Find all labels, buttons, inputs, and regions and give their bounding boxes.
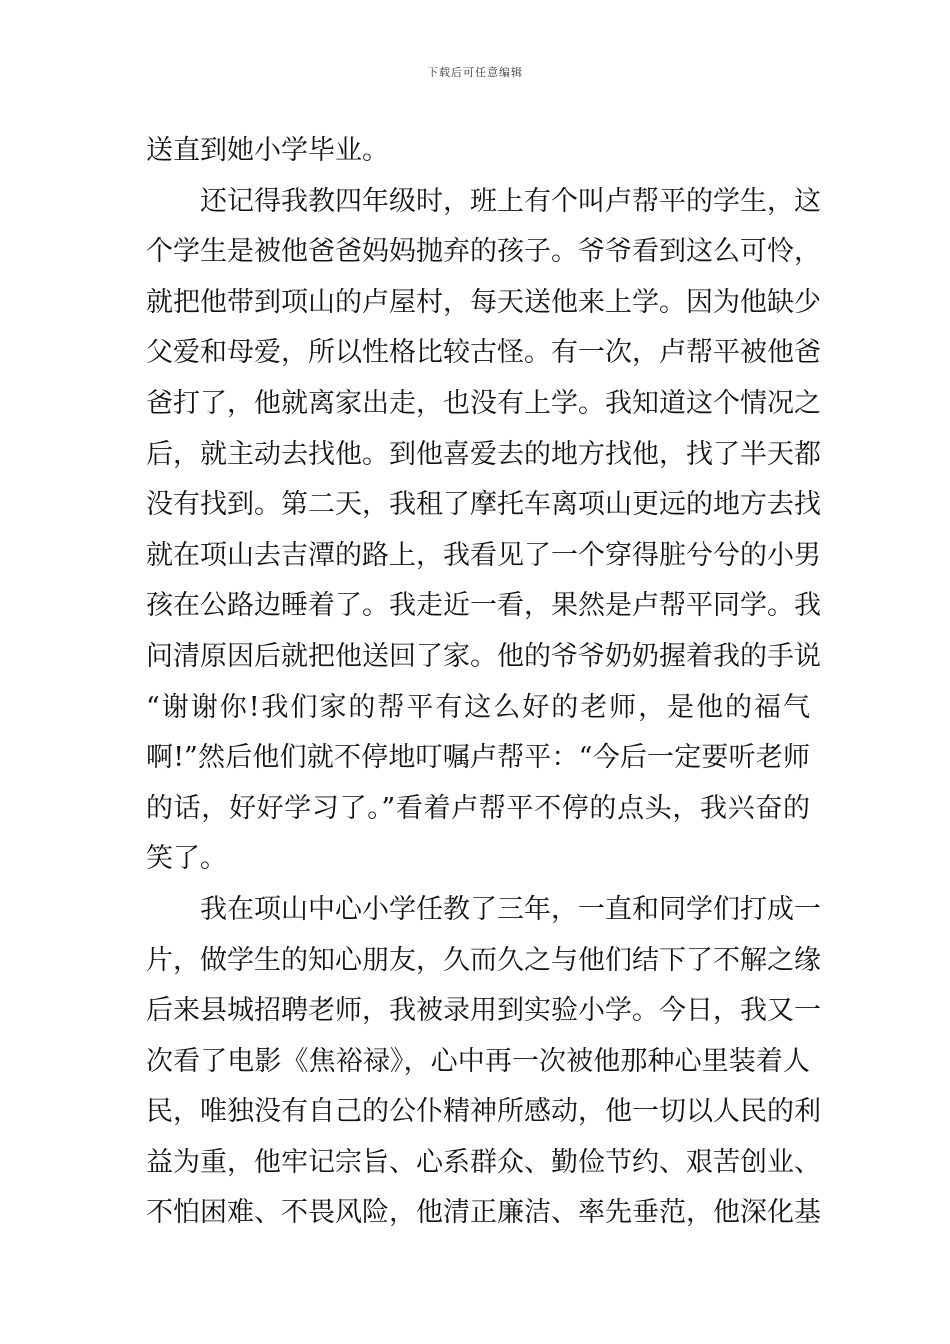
text-line: “谢谢你!我们家的帮平有这么好的老师，是他的福气: [146, 691, 810, 723]
text-line: 后，就主动去找他。到他喜爱去的地方找他，找了半天都: [146, 438, 821, 470]
text-line: 益为重，他牢记宗旨、心系群众、勤俭节约、艰苦创业、: [146, 1146, 821, 1178]
text-line: 啊!”然后他们就不停地叮嘱卢帮平：“今后一定要听老师: [146, 742, 810, 774]
page-header: 下载后可任意编辑: [427, 66, 523, 79]
text-line: 没有找到。第二天，我租了摩托车离项山更远的地方去找: [146, 489, 821, 521]
text-line: 笑了。: [146, 843, 227, 875]
text-line: 的话，好好学习了。”看着卢帮平不停的点头，我兴奋的: [146, 792, 810, 824]
text-line: 送直到她小学毕业。: [146, 135, 389, 166]
text-line: 后来县城招聘老师，我被录用到实验小学。今日，我又一: [146, 995, 821, 1027]
text-line: 片，做学生的知心朋友，久而久之与他们结下了不解之缘: [146, 944, 821, 976]
text-line: 民，唯独没有自己的公仆精神所感动，他一切以人民的利: [146, 1096, 821, 1128]
document-body: [146, 126, 821, 1239]
text-line: 次看了电影《焦裕禄》，心中再一次被他那种心里装着人: [146, 1045, 810, 1077]
paragraph-first-line: 我在项山中心小学任教了三年，一直和同学们打成一: [200, 893, 821, 925]
paragraph-first-line: 还记得我教四年级时，班上有个叫卢帮平的学生，这: [200, 185, 821, 217]
text-line: 孩在公路边睡着了。我走近一看，果然是卢帮平同学。我: [146, 590, 821, 622]
text-line: 个学生是被他爸爸妈妈抛弃的孩子。爷爷看到这么可怜，: [146, 236, 821, 268]
text-line: 父爱和母爱，所以性格比较古怪。有一次，卢帮平被他爸: [146, 337, 821, 369]
text-line: 不怕困难、不畏风险，他清正廉洁、率先垂范，他深化基: [146, 1197, 821, 1229]
text-line: 爸打了，他就离家出走，也没有上学。我知道这个情况之: [146, 387, 821, 419]
text-line: 就把他带到项山的卢屋村，每天送他来上学。因为他缺少: [146, 286, 821, 318]
text-line: 问清原因后就把他送回了家。他的爷爷奶奶握着我的手说: [146, 640, 821, 672]
text-line: 就在项山去吉潭的路上，我看见了一个穿得脏兮兮的小男: [146, 539, 821, 571]
